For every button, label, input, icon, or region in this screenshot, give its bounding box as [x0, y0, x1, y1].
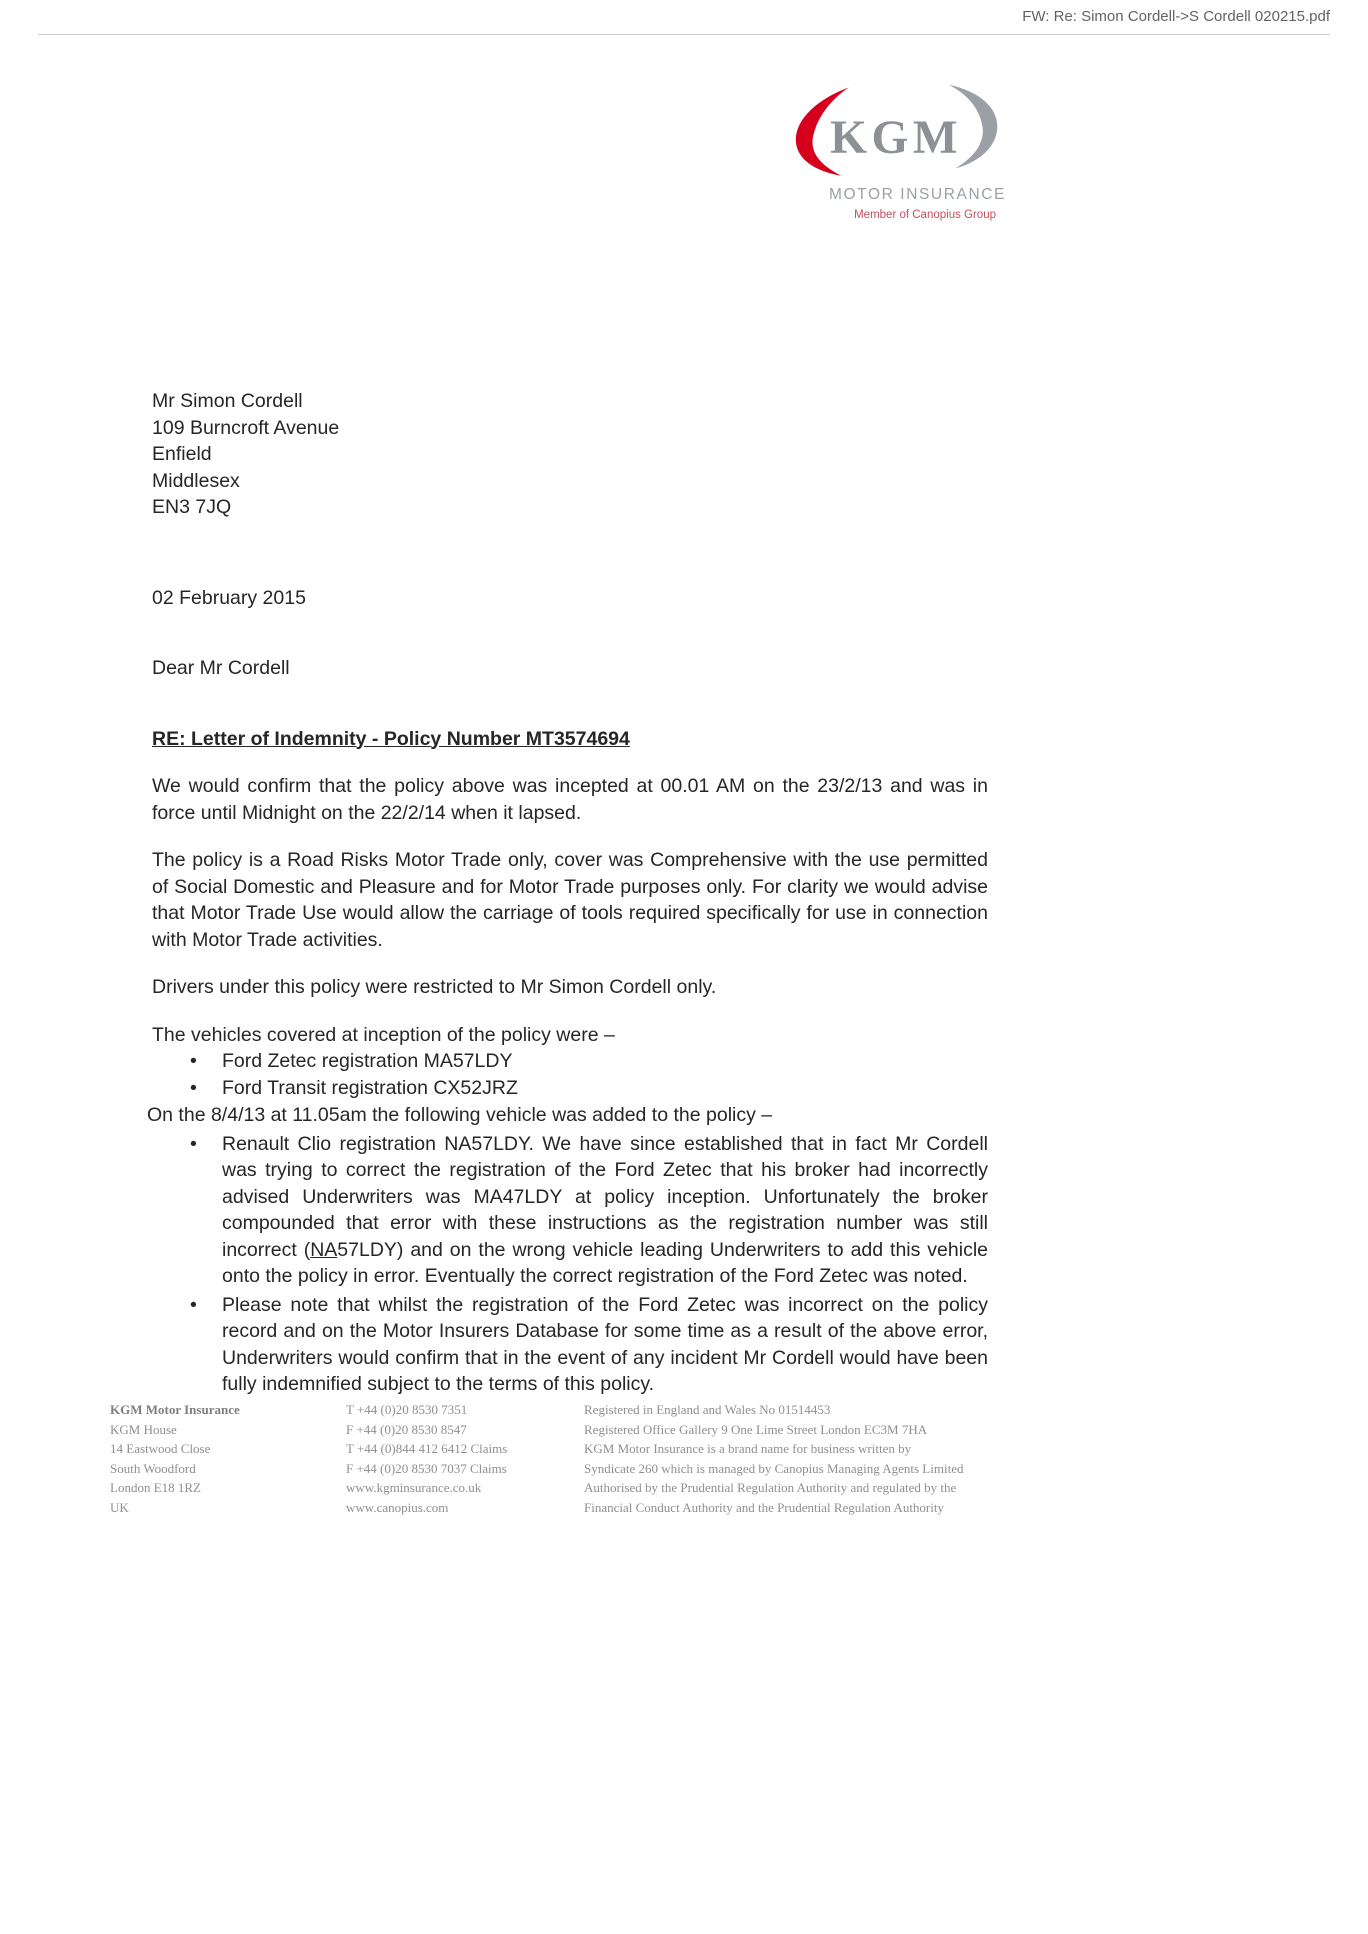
subject-line: RE: Letter of Indemnity - Policy Number MT3574694 — [152, 727, 630, 750]
bullet-renault-clio-underlined: NA — [310, 1238, 338, 1261]
logo-text: KGM — [830, 112, 963, 165]
recipient-town: Enfield — [152, 443, 212, 465]
footer-address-column — [110, 1400, 346, 1517]
letterhead-footer — [110, 1400, 1280, 1517]
bullet-indemnity-note: • Please note that whilst the registration of the Ford Zetec was incorrect on the policy record and on the Motor Insurers Database for some time as a result of the above error, Underwriters would confirm that in the event of any incident Mr Cordell would have been fully indemnified subject to the terms of this policy. — [152, 1292, 988, 1398]
paragraph-inception: We would confirm that the policy above was incepted at 00.01 AM on the 23/2/13 and was in force until Midnight on the 22/2/14 when it lapsed. — [152, 775, 988, 824]
footer-website-kgm: www.kgminsurance.co.uk — [346, 1480, 482, 1495]
recipient-street: 109 Burncroft Avenue — [152, 416, 340, 439]
letter-date: 02 February 2015 — [152, 586, 306, 609]
salutation: Dear Mr Cordell — [152, 657, 290, 679]
footer-claims-phone-line: T +44 (0)844 412 6412 Claims — [346, 1441, 508, 1456]
footer-legal-line: Registered Office Gallery 9 One Lime Street London EC3M 7HA — [584, 1421, 928, 1437]
recipient-address — [152, 388, 988, 521]
vehicle-detail-list — [152, 1131, 988, 1398]
footer-fax-line: F +44 (0)20 8530 8547 — [346, 1421, 467, 1437]
kgm-logo — [788, 82, 1006, 221]
recipient-county: Middlesex — [152, 469, 240, 492]
file-title: FW: Re: Simon Cordell->S Cordell 020215.pdf — [1022, 8, 1330, 25]
footer-address-line: London E18 1RZ — [110, 1480, 201, 1495]
vehicle-item-ford-zetec: • Ford Zetec registration MA57LDY — [152, 1048, 988, 1075]
footer-legal-line: Syndicate 260 which is managed by Canopius Managing Agents Limited — [584, 1460, 964, 1476]
footer-website-canopius: www.canopius.com — [346, 1499, 449, 1515]
footer-address-line: KGM House — [110, 1421, 177, 1437]
vehicle-added-intro: On the 8/4/13 at 11.05am the following vehicle was added to the policy – — [147, 1104, 773, 1126]
footer-legal-line: Registered in England and Wales No 01514453 — [584, 1402, 831, 1417]
footer-address-line: UK — [110, 1499, 129, 1515]
footer-phone-line: T +44 (0)20 8530 7351 — [346, 1402, 468, 1417]
recipient-name: Mr Simon Cordell — [152, 390, 303, 412]
bullet-renault-clio-text-2: 57LDY) and on the wrong vehicle leading Underwriters to add this vehicle onto the policy in error. Eventually the correct registration of the Ford Zetec was noted. — [222, 1238, 988, 1287]
logo-subtitle: MOTOR INSURANCE — [828, 186, 1006, 203]
bullet-renault-clio — [152, 1131, 988, 1290]
kgm-logo-icon — [788, 82, 1006, 184]
footer-address-line: South Woodford — [110, 1460, 196, 1476]
header-divider — [38, 34, 1330, 35]
footer-address-line: 14 Eastwood Close — [110, 1441, 211, 1456]
footer-company-name: KGM Motor Insurance — [110, 1402, 240, 1417]
footer-claims-fax-line: F +44 (0)20 8530 7037 Claims — [346, 1460, 507, 1476]
footer-legal-column — [584, 1400, 1280, 1517]
footer-legal-line: KGM Motor Insurance is a brand name for business written by — [584, 1441, 912, 1456]
paragraph-cover: The policy is a Road Risks Motor Trade only, cover was Comprehensive with the use permitted of Social Domestic and Pleasure and for Motor Trade purposes only. For clarity we would advise that Motor Trade Use would allow the carriage of tools required specifically for use in connection with Motor Trade activities. — [152, 849, 988, 951]
recipient-postcode: EN3 7JQ — [152, 496, 232, 518]
vehicles-intro: The vehicles covered at inception of the policy were – — [152, 1023, 615, 1046]
paragraph-drivers: Drivers under this policy were restricted to Mr Simon Cordell only. — [152, 976, 717, 998]
footer-legal-line: Financial Conduct Authority and the Prudential Regulation Authority — [584, 1499, 944, 1515]
vehicle-item-ford-transit: • Ford Transit registration CX52JRZ — [152, 1075, 988, 1102]
logo-tagline: Member of Canopius Group — [854, 209, 996, 221]
letter-body — [147, 388, 988, 1398]
footer-contact-column — [346, 1400, 584, 1517]
vehicle-list — [152, 1048, 988, 1101]
footer-legal-line: Authorised by the Prudential Regulation Authority and regulated by the — [584, 1480, 957, 1495]
bullet-renault-clio-text-1: Renault Clio registration NA57LDY. We have since established that in fact Mr Cordell was trying to correct the registration of the Ford Zetec that his broker had incorrectly advised Underwriters was MA47LDY at policy inception. Unfortunately the broker compounded that error with these instructions as the registration number was still incorrect ( — [222, 1132, 988, 1261]
